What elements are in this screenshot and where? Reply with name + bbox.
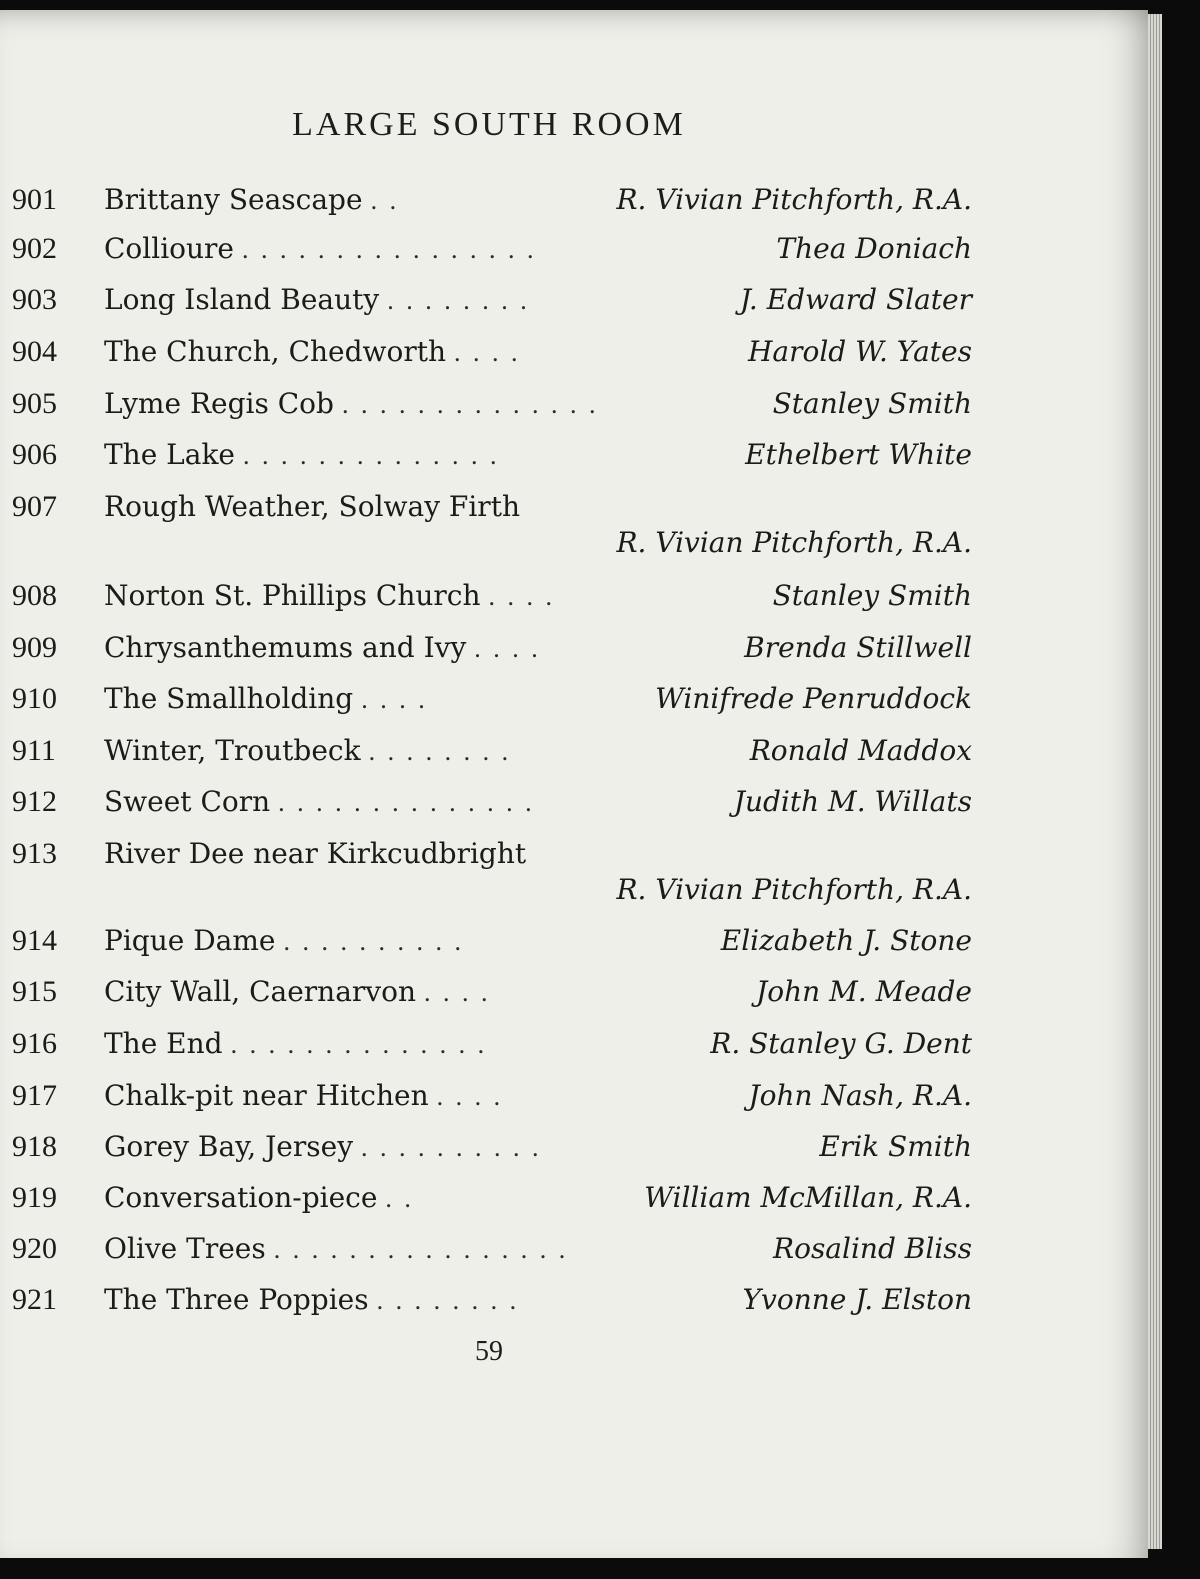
entry-title: Brittany Seascape bbox=[104, 183, 363, 216]
entry-artist: Brenda Stillwell bbox=[744, 631, 972, 664]
entry-number: 901 bbox=[12, 183, 57, 216]
dot-leader: . . . . . . . . . . . . . . bbox=[341, 390, 599, 419]
dot-leader: . . . . bbox=[474, 634, 541, 663]
entry-title: The Smallholding bbox=[104, 682, 354, 715]
dot-leader: . . . . bbox=[454, 338, 521, 367]
dot-leader: . . . . bbox=[488, 582, 555, 611]
entry-title: Rough Weather, Solway Firth bbox=[104, 490, 520, 523]
dot-leader: . . . . bbox=[424, 978, 491, 1007]
page-edges bbox=[1148, 14, 1162, 1549]
entry-number: 913 bbox=[12, 837, 57, 870]
entry-number: 920 bbox=[12, 1232, 57, 1265]
entry-title: Pique Dame bbox=[104, 924, 276, 957]
entry-number: 909 bbox=[12, 631, 57, 664]
dot-leader: . . . . bbox=[361, 685, 428, 714]
dot-leader: . . . . . . . . . . bbox=[283, 927, 464, 956]
entry-artist: Stanley Smith bbox=[772, 579, 972, 612]
entry-title: The Three Poppies bbox=[104, 1283, 369, 1316]
entry-number: 921 bbox=[12, 1283, 57, 1316]
dot-leader: . . . . . . . . bbox=[387, 286, 530, 315]
entry-number: 903 bbox=[12, 283, 57, 316]
entry-number: 914 bbox=[12, 924, 57, 957]
entry-title: Chrysanthemums and Ivy bbox=[104, 631, 467, 664]
entry-artist: Erik Smith bbox=[819, 1130, 972, 1163]
entry-title: Norton St. Phillips Church bbox=[104, 579, 481, 612]
entry-number: 910 bbox=[12, 682, 57, 715]
entry-number: 919 bbox=[12, 1181, 57, 1214]
entry-number: 905 bbox=[12, 387, 57, 420]
entry-number: 911 bbox=[12, 734, 56, 767]
entry-title: Lyme Regis Cob bbox=[104, 387, 334, 420]
entry-artist: R. Stanley G. Dent bbox=[710, 1027, 972, 1060]
entry-artist: Winifrede Penruddock bbox=[655, 682, 972, 715]
dot-leader: . . . . . . . . . . . . . . bbox=[243, 441, 500, 470]
entry-number: 916 bbox=[12, 1027, 57, 1060]
entry-artist: Thea Doniach bbox=[776, 232, 972, 265]
entry-artist: Judith M. Willats bbox=[733, 785, 972, 818]
entry-number: 904 bbox=[12, 335, 57, 368]
entry-artist: Elizabeth J. Stone bbox=[720, 924, 972, 957]
dot-leader: . . . . bbox=[436, 1082, 504, 1111]
dot-leader: . . . . . . . . . . . . . . . . bbox=[273, 1235, 569, 1264]
dot-leader: . . bbox=[385, 1184, 414, 1213]
entry-title: Chalk-pit near Hitchen bbox=[104, 1079, 429, 1112]
entry-number: 917 bbox=[12, 1079, 57, 1112]
entry-title: Olive Trees bbox=[104, 1232, 266, 1265]
entry-title: River Dee near Kirkcudbright bbox=[104, 837, 527, 870]
entry-number: 918 bbox=[12, 1130, 57, 1163]
entry-title: The Church, Chedworth bbox=[104, 335, 447, 368]
entry-artist: John Nash, R.A. bbox=[748, 1079, 972, 1112]
dot-leader: . . . . . . . . . . bbox=[361, 1133, 542, 1162]
entry-artist: R. Vivian Pitchforth, R.A. bbox=[616, 873, 972, 906]
entry-artist: William McMillan, R.A. bbox=[644, 1181, 972, 1214]
entry-title: Winter, Troutbeck bbox=[104, 734, 361, 767]
entry-title: Conversation-piece bbox=[104, 1181, 378, 1214]
entry-artist: Harold W. Yates bbox=[747, 335, 972, 368]
entry-title: The Lake bbox=[104, 438, 236, 471]
entry-title: Gorey Bay, Jersey bbox=[104, 1130, 354, 1163]
entry-title: Sweet Corn bbox=[104, 785, 271, 818]
entry-number: 902 bbox=[12, 232, 57, 265]
entry-artist: John M. Meade bbox=[756, 975, 972, 1008]
entry-artist: Ronald Maddox bbox=[749, 734, 972, 767]
entry-number: 912 bbox=[12, 785, 57, 818]
dot-leader: . . . . . . . . bbox=[376, 1286, 520, 1315]
entry-number: 907 bbox=[12, 490, 57, 523]
entry-title: Long Island Beauty bbox=[104, 283, 380, 316]
dot-leader: . . . . . . . . bbox=[368, 737, 512, 766]
entry-title: The End bbox=[104, 1027, 223, 1060]
entry-artist: Yvonne J. Elston bbox=[742, 1283, 972, 1316]
dot-leader: . . . . . . . . . . . . . . bbox=[278, 788, 535, 817]
entry-number: 915 bbox=[12, 975, 57, 1008]
entry-artist: Ethelbert White bbox=[745, 438, 972, 471]
entry-artist: R. Vivian Pitchforth, R.A. bbox=[616, 183, 972, 216]
catalogue-page bbox=[0, 10, 1148, 1558]
entry-artist: Stanley Smith bbox=[772, 387, 972, 420]
dot-leader: . . . . . . . . . . . . . . . . bbox=[242, 235, 537, 264]
entry-artist: J. Edward Slater bbox=[739, 283, 972, 316]
dot-leader: . . . . . . . . . . . . . . bbox=[230, 1030, 488, 1059]
entry-title: City Wall, Caernarvon bbox=[104, 975, 416, 1008]
dot-leader: . . bbox=[370, 186, 400, 215]
page-number: 59 bbox=[475, 1336, 503, 1367]
entry-artist: R. Vivian Pitchforth, R.A. bbox=[616, 526, 972, 559]
entry-number: 908 bbox=[12, 579, 57, 612]
entry-number: 906 bbox=[12, 438, 57, 471]
entry-artist: Rosalind Bliss bbox=[773, 1232, 972, 1265]
page-title: LARGE SOUTH ROOM bbox=[292, 106, 686, 143]
entry-title: Collioure bbox=[104, 232, 234, 265]
